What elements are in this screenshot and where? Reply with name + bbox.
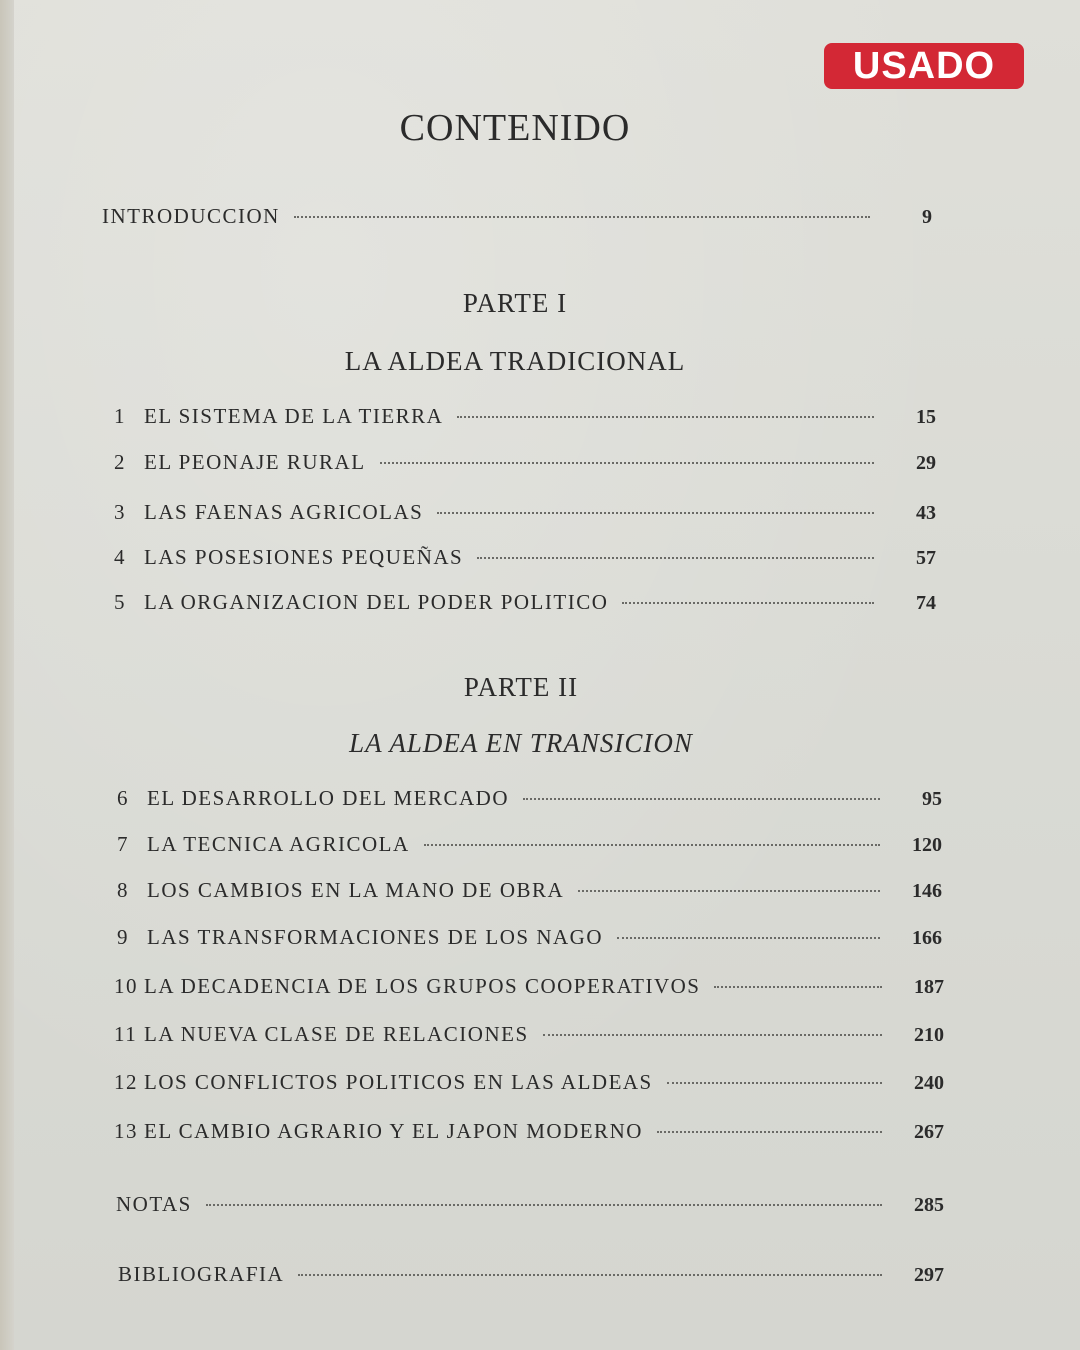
chapter-number: 2: [114, 450, 126, 474]
entry-page-number: 285: [914, 1194, 944, 1216]
dot-leader: [457, 416, 874, 418]
chapter-number: 5: [114, 590, 126, 614]
entry-label: LA ORGANIZACION DEL PODER POLITICO: [144, 590, 609, 614]
entry-label: EL PEONAJE RURAL: [144, 450, 366, 474]
entry-label: LA NUEVA CLASE DE RELACIONES: [144, 1022, 529, 1046]
dot-leader: [578, 890, 880, 892]
entry-page-number: 9: [922, 206, 932, 228]
part-2-heading: PARTE II: [463, 672, 579, 702]
entry-page-number: 146: [912, 880, 942, 902]
dot-leader: [523, 798, 880, 800]
toc-entry: [114, 450, 936, 480]
chapter-number: 8: [117, 878, 129, 902]
dot-leader: [477, 557, 874, 559]
part-2-subtitle: LA ALDEA EN TRANSICION: [349, 728, 693, 758]
entry-label: LOS CAMBIOS EN LA MANO DE OBRA: [147, 878, 565, 902]
toc-entry: [114, 974, 944, 1004]
dot-leader: [424, 844, 880, 846]
chapter-number: 7: [117, 832, 129, 856]
chapter-number: 9: [117, 925, 129, 949]
entry-page-number: 43: [916, 502, 936, 524]
dot-leader: [657, 1131, 882, 1133]
toc-entry-bibliography: [118, 1262, 944, 1292]
dot-leader: [437, 512, 874, 514]
entry-label: EL CAMBIO AGRARIO Y EL JAPON MODERNO: [144, 1119, 643, 1143]
dot-leader: [617, 937, 880, 939]
toc-entry-introduction: [102, 204, 932, 234]
entry-label: LOS CONFLICTOS POLITICOS EN LAS ALDEAS: [144, 1070, 653, 1094]
chapter-number: 12: [114, 1070, 138, 1094]
chapter-number: 13: [114, 1119, 138, 1143]
toc-entry: [114, 545, 936, 575]
toc-entry: [114, 1070, 944, 1100]
toc-entry: [114, 1119, 944, 1149]
dot-leader: [380, 462, 874, 464]
entry-page-number: 187: [914, 976, 944, 998]
toc-entry: [117, 832, 942, 862]
dot-leader: [543, 1034, 882, 1036]
dot-leader: [206, 1204, 882, 1206]
chapter-number: 3: [114, 500, 126, 524]
chapter-number: 6: [117, 786, 129, 810]
dot-leader: [622, 602, 874, 604]
entry-label: LA DECADENCIA DE LOS GRUPOS COOPERATIVOS: [144, 974, 701, 998]
dot-leader: [667, 1082, 882, 1084]
chapter-number: 1: [114, 404, 126, 428]
contents-title: CONTENIDO: [399, 107, 631, 149]
entry-page-number: 57: [916, 547, 936, 569]
entry-label: NOTAS: [116, 1192, 192, 1216]
entry-label: EL SISTEMA DE LA TIERRA: [144, 404, 444, 428]
entry-label: EL DESARROLLO DEL MERCADO: [147, 786, 510, 810]
toc-entry: [117, 786, 942, 816]
entry-page-number: 267: [914, 1121, 944, 1143]
used-badge: USADO: [824, 43, 1024, 89]
toc-entry: [114, 404, 936, 434]
entry-page-number: 120: [912, 834, 942, 856]
entry-label: LAS POSESIONES PEQUEÑAS: [144, 545, 464, 569]
chapter-number: 4: [114, 545, 126, 569]
entry-page-number: 240: [914, 1072, 944, 1094]
dot-leader: [294, 216, 870, 218]
entry-page-number: 74: [916, 592, 936, 614]
toc-entry: [117, 878, 942, 908]
entry-page-number: 210: [914, 1024, 944, 1046]
entry-page-number: 95: [922, 788, 942, 810]
entry-label: LAS TRANSFORMACIONES DE LOS NAGO: [147, 925, 603, 949]
entry-label: BIBLIOGRAFIA: [118, 1262, 285, 1286]
entry-page-number: 166: [912, 927, 942, 949]
chapter-number: 11: [114, 1022, 138, 1046]
part-1-subtitle: LA ALDEA TRADICIONAL: [344, 346, 686, 376]
chapter-number: 10: [114, 974, 138, 998]
toc-entry: [114, 500, 936, 530]
entry-page-number: 29: [916, 452, 936, 474]
dot-leader: [298, 1274, 882, 1276]
entry-label: LA TECNICA AGRICOLA: [147, 832, 410, 856]
toc-entry: [114, 1022, 944, 1052]
entry-page-number: 297: [914, 1264, 944, 1286]
toc-entry: [117, 925, 942, 955]
entry-page-number: 15: [916, 406, 936, 428]
toc-entry: [114, 590, 936, 620]
entry-label: INTRODUCCION: [102, 204, 280, 228]
part-1-heading: PARTE I: [462, 288, 568, 318]
dot-leader: [714, 986, 882, 988]
toc-entry-notes: [116, 1192, 944, 1222]
entry-label: LAS FAENAS AGRICOLAS: [144, 500, 424, 524]
